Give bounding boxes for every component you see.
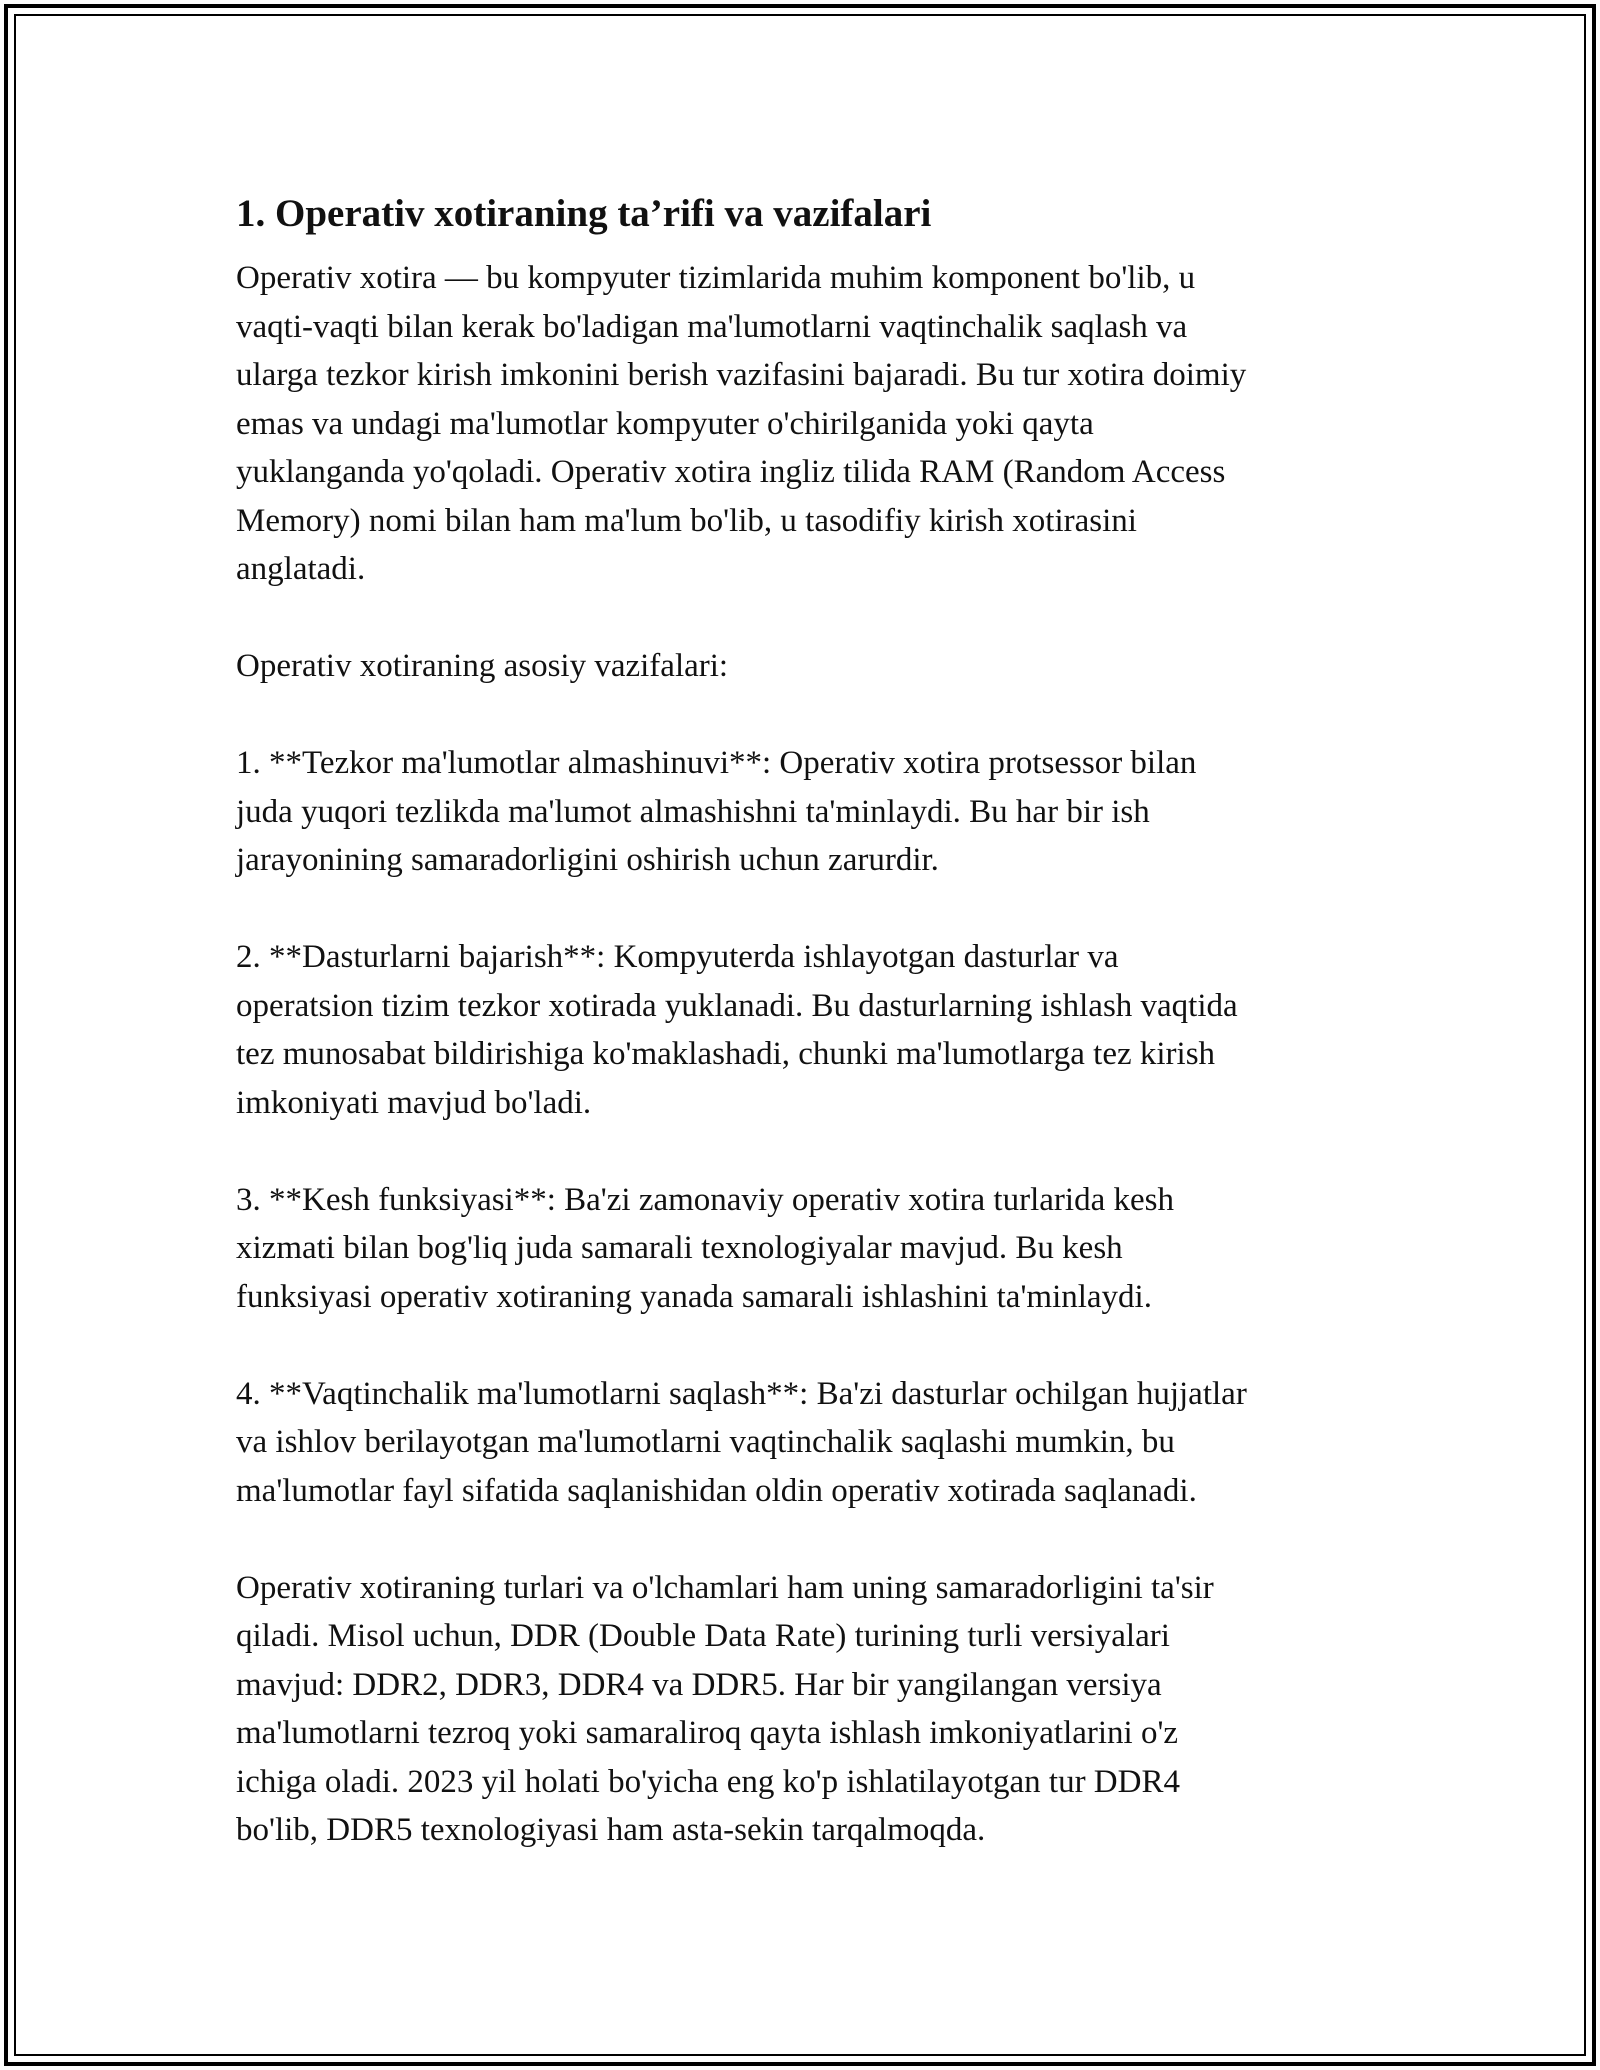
- document-body: [236, 184, 1366, 1855]
- closing-paragraph: Operativ xotiraning turlari va o'lchamlari ham uning samaradorligini ta'sir qiladi. Misol uchun, DDR (Double Data Rate) turining turli versiyalari mavjud: DDR2, DDR3, DDR4 va DDR5. Har bir yangilangan versiya ma'lumotlarni tezroq yoki samaraliroq qayta ishlash imkoniyatlarini o'z ichiga oladi. 2023 yil holati bo'yicha eng ko'p ishlatilayotgan tur DDR4 bo'lib, DDR5 texnologiyasi ham asta-sekin tarqalmoqda.: [236, 1569, 1214, 1848]
- section-heading: 1. Operativ xotiraning ta’rifi va vazifalari: [236, 192, 932, 235]
- list-item-3: 3. **Kesh funksiyasi**: Ba'zi zamonaviy operativ xotira turlarida kesh xizmati bilan bog'liq juda samarali texnologiyalar mavjud. Bu kesh funksiyasi operativ xotiraning yanada samarali ishlashini ta'minlaydi.: [236, 1181, 1174, 1315]
- list-item-2: 2. **Dasturlarni bajarish**: Kompyuterda ishlayotgan dasturlar va operatsion tizim tezkor xotirada yuklanadi. Bu dasturlarning ishlash vaqtida tez munosabat bildirishiga ko'maklashadi, chunki ma'lumotlarga tez kirish imkoniyati mavjud bo'ladi.: [236, 939, 1238, 1121]
- list-item-1: 1. **Tezkor ma'lumotlar almashinuvi**: Operativ xotira protsessor bilan juda yuqori tezlikda ma'lumot almashishni ta'minlaydi. Bu har bir ish jarayonining samaradorligini oshirish uchun zarurdir.: [236, 745, 1197, 878]
- list-item-4: 4. **Vaqtinchalik ma'lumotlarni saqlash**: Ba'zi dasturlar ochilgan hujjatlar va ishlov berilayotgan ma'lumotlarni vaqtinchalik saqlashi mumkin, bu ma'lumotlar fayl sifatida saqlanishidan oldin operativ xotirada saqlanadi.: [236, 1375, 1247, 1509]
- functions-intro: Operativ xotiraning asosiy vazifalari:: [236, 648, 729, 684]
- intro-paragraph: Operativ xotira — bu kompyuter tizimlarida muhim komponent bo'lib, u vaqti-vaqti bilan kerak bo'ladigan ma'lumotlarni vaqtinchalik saqlash va ularga tezkor kirish imkonini berish vazifasini bajaradi. Bu tur xotira doimiy emas va undagi ma'lumotlar kompyuter o'chirilganida yoki qayta yuklanganda yo'qoladi. Operativ xotira ingliz tilida RAM (Random Access Memory) nomi bilan ham ma'lum bo'lib, u tasodifiy kirish xotirasini anglatadi.: [236, 260, 1247, 587]
